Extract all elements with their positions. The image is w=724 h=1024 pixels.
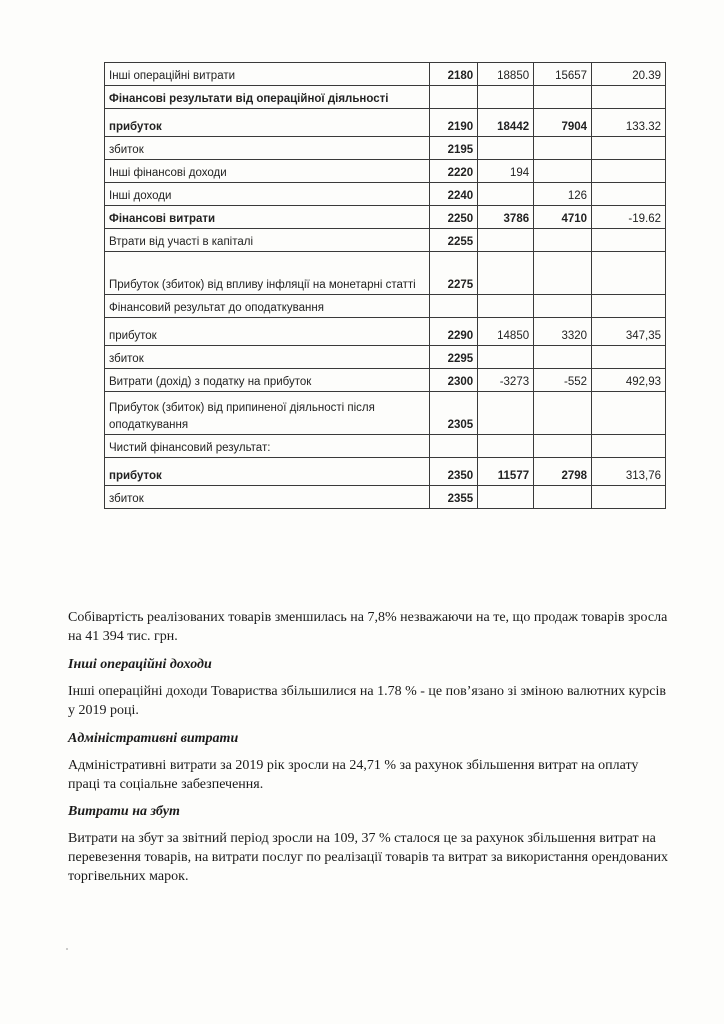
table-row — [105, 392, 666, 435]
row-value-previous-cell — [534, 86, 592, 109]
row-value-current-cell — [478, 486, 534, 509]
row-value-current-cell — [478, 183, 534, 206]
row-name-cell: Прибуток (збиток) від припиненої діяльності після оподаткування — [105, 392, 430, 435]
table-row — [105, 458, 666, 486]
row-code-cell — [430, 435, 478, 458]
row-value-previous-cell — [534, 435, 592, 458]
row-code-cell — [430, 295, 478, 318]
row-value-current-cell — [478, 392, 534, 435]
row-value-previous-cell — [534, 229, 592, 252]
row-change-percent-cell — [592, 346, 666, 369]
financial-results-table-body — [105, 63, 666, 509]
row-value-previous-cell — [534, 392, 592, 435]
row-change-percent-cell: 492,93 — [592, 369, 666, 392]
table-row — [105, 183, 666, 206]
financial-results-table — [104, 62, 666, 509]
table-row — [105, 86, 666, 109]
row-value-current-cell: 3786 — [478, 206, 534, 229]
row-code-cell: 2350 — [430, 458, 478, 486]
heading-selling-expenses: Витрати на збут — [68, 804, 180, 819]
row-change-percent-cell — [592, 183, 666, 206]
row-name-cell: збиток — [105, 137, 430, 160]
row-value-current-cell: 194 — [478, 160, 534, 183]
table-row — [105, 295, 666, 318]
row-name-cell: Інші фінансові доходи — [105, 160, 430, 183]
row-name-cell: Інші доходи — [105, 183, 430, 206]
row-value-previous-cell — [534, 486, 592, 509]
row-value-current-cell: -3273 — [478, 369, 534, 392]
row-code-cell: 2300 — [430, 369, 478, 392]
row-change-percent-cell: 313,76 — [592, 458, 666, 486]
row-name-cell: Втрати від участі в капіталі — [105, 229, 430, 252]
row-change-percent-cell — [592, 392, 666, 435]
row-code-cell: 2250 — [430, 206, 478, 229]
paragraph-administrative-expenses: Адміністративні витрати за 2019 рік зросли на 24,71 % за рахунок збільшення витрат на оплату праці та соціальне забезпечення. — [68, 758, 639, 792]
row-name-cell: збиток — [105, 346, 430, 369]
table-row — [105, 109, 666, 137]
row-code-cell: 2255 — [430, 229, 478, 252]
row-value-current-cell — [478, 346, 534, 369]
table-row — [105, 229, 666, 252]
row-name-cell: Чистий фінансовий результат: — [105, 435, 430, 458]
row-code-cell: 2195 — [430, 137, 478, 160]
table-row — [105, 63, 666, 86]
row-name-cell: прибуток — [105, 318, 430, 346]
table-row — [105, 160, 666, 183]
row-change-percent-cell — [592, 86, 666, 109]
row-value-previous-cell — [534, 137, 592, 160]
row-value-previous-cell: 3320 — [534, 318, 592, 346]
row-code-cell: 2240 — [430, 183, 478, 206]
row-code-cell: 2290 — [430, 318, 478, 346]
row-name-cell: Фінансові витрати — [105, 206, 430, 229]
paragraph-selling-expenses: Витрати на збут за звітний період зросли на 109, 37 % сталося це за рахунок збільшення витрат на перевезення товарів, на витрати послуг по реалізації товарів та витрат за використання орендованих торгівельних марок. — [68, 831, 668, 884]
row-change-percent-cell — [592, 435, 666, 458]
row-name-cell: прибуток — [105, 109, 430, 137]
row-value-previous-cell: 7904 — [534, 109, 592, 137]
row-value-previous-cell: 15657 — [534, 63, 592, 86]
paragraph-other-operating-income: Інші операційні доходи Товариства збільшилися на 1.78 % - це пов’язано зі зміною валютних курсів у 2019 році. — [68, 684, 666, 718]
heading-administrative-expenses: Адміністративні витрати — [68, 731, 239, 746]
row-code-cell: 2180 — [430, 63, 478, 86]
row-value-previous-cell — [534, 346, 592, 369]
row-value-previous-cell: 126 — [534, 183, 592, 206]
row-change-percent-cell — [592, 486, 666, 509]
row-name-cell: Прибуток (збиток) від впливу інфляції на монетарні статті — [105, 252, 430, 295]
row-change-percent-cell — [592, 295, 666, 318]
table-row — [105, 318, 666, 346]
row-code-cell: 2295 — [430, 346, 478, 369]
paragraph-cost-of-goods: Собівартість реалізованих товарів зменшилась на 7,8% незважаючи на те, що продаж товарів зросла на 41 394 тис. грн. — [68, 610, 668, 644]
row-change-percent-cell — [592, 229, 666, 252]
row-change-percent-cell: -19.62 — [592, 206, 666, 229]
row-value-previous-cell: 4710 — [534, 206, 592, 229]
row-code-cell: 2275 — [430, 252, 478, 295]
table-row — [105, 137, 666, 160]
row-change-percent-cell — [592, 160, 666, 183]
table-row — [105, 435, 666, 458]
row-code-cell: 2220 — [430, 160, 478, 183]
row-code-cell — [430, 86, 478, 109]
row-name-cell: Інші операційні витрати — [105, 63, 430, 86]
row-value-current-cell — [478, 86, 534, 109]
table-row — [105, 206, 666, 229]
row-name-cell: прибуток — [105, 458, 430, 486]
row-change-percent-cell: 133.32 — [592, 109, 666, 137]
row-value-previous-cell — [534, 295, 592, 318]
row-value-current-cell — [478, 137, 534, 160]
row-value-current-cell — [478, 229, 534, 252]
row-value-current-cell — [478, 295, 534, 318]
row-name-cell: Фінансовий результат до оподаткування — [105, 295, 430, 318]
row-change-percent-cell: 20.39 — [592, 63, 666, 86]
row-value-current-cell — [478, 435, 534, 458]
row-change-percent-cell: 347,35 — [592, 318, 666, 346]
scan-speck — [66, 948, 68, 950]
row-value-current-cell: 18850 — [478, 63, 534, 86]
row-code-cell: 2305 — [430, 392, 478, 435]
row-value-current-cell: 11577 — [478, 458, 534, 486]
row-value-current-cell — [478, 252, 534, 295]
row-value-current-cell: 14850 — [478, 318, 534, 346]
row-change-percent-cell — [592, 137, 666, 160]
row-value-previous-cell — [534, 160, 592, 183]
heading-other-operating-income: Інші операційні доходи — [68, 657, 212, 672]
row-name-cell: Фінансові результати від операційної діяльності — [105, 86, 430, 109]
table-row — [105, 486, 666, 509]
row-code-cell: 2355 — [430, 486, 478, 509]
table-row — [105, 252, 666, 295]
row-change-percent-cell — [592, 252, 666, 295]
row-value-current-cell: 18442 — [478, 109, 534, 137]
row-value-previous-cell — [534, 252, 592, 295]
row-name-cell: Витрати (дохід) з податку на прибуток — [105, 369, 430, 392]
row-value-previous-cell: -552 — [534, 369, 592, 392]
row-name-cell: збиток — [105, 486, 430, 509]
row-code-cell: 2190 — [430, 109, 478, 137]
row-value-previous-cell: 2798 — [534, 458, 592, 486]
table-row — [105, 369, 666, 392]
table-row — [105, 346, 666, 369]
